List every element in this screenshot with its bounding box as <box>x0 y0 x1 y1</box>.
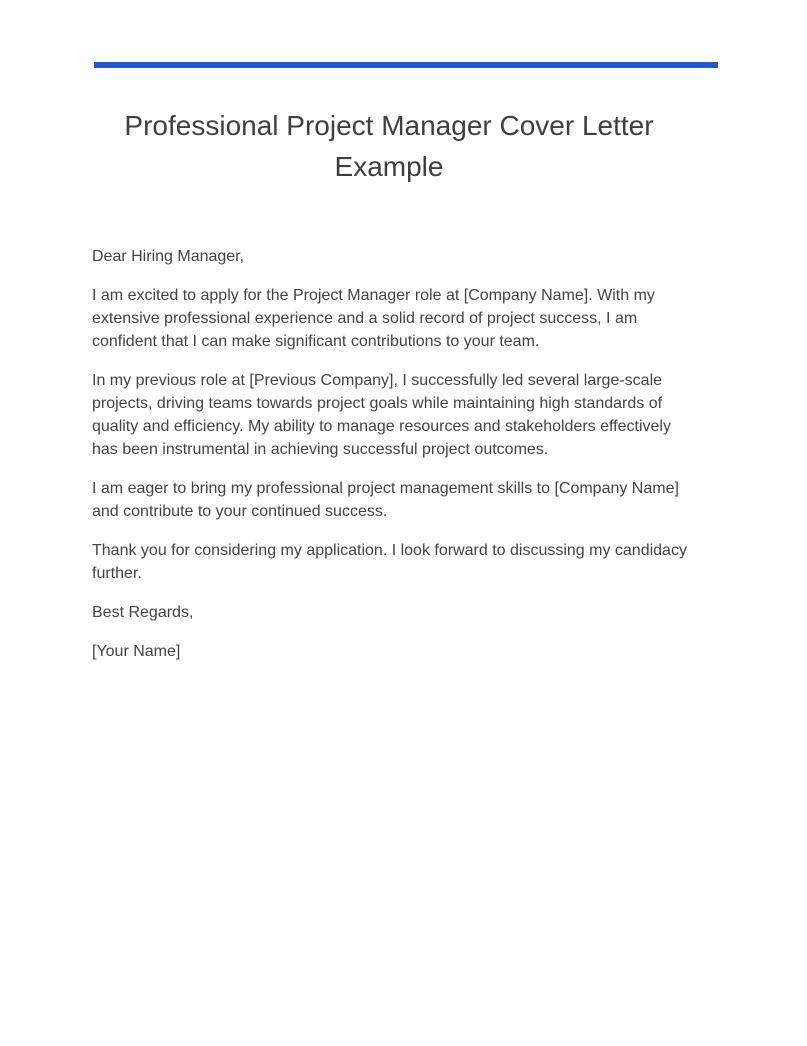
document-title: Professional Project Manager Cover Letter Example <box>124 110 654 182</box>
body-paragraph-1: I am excited to apply for the Project Manager role at [Company Name]. With my extensive professional experience and a solid record of project success, I am confident that I can make significant contributions to your team. <box>92 287 655 350</box>
salutation: Dear Hiring Manager, <box>92 248 245 265</box>
letter-body <box>92 245 692 679</box>
body-paragraph-3: I am eager to bring my professional project management skills to [Company Name] and contribute to your continued success. <box>92 480 679 520</box>
header-accent-bar <box>94 62 718 68</box>
signature: [Your Name] <box>92 643 181 660</box>
body-paragraph-2: In my previous role at [Previous Company], I successfully led several large-scale projects, driving teams towards project goals while maintaining high standards of quality and efficiency. My ability to manage resources and stakeholders effectively has been instrumental in achieving successful project outcomes. <box>92 372 671 458</box>
closing: Best Regards, <box>92 604 194 621</box>
body-paragraph-4: Thank you for considering my application. I look forward to discussing my candidacy further. <box>92 542 687 582</box>
